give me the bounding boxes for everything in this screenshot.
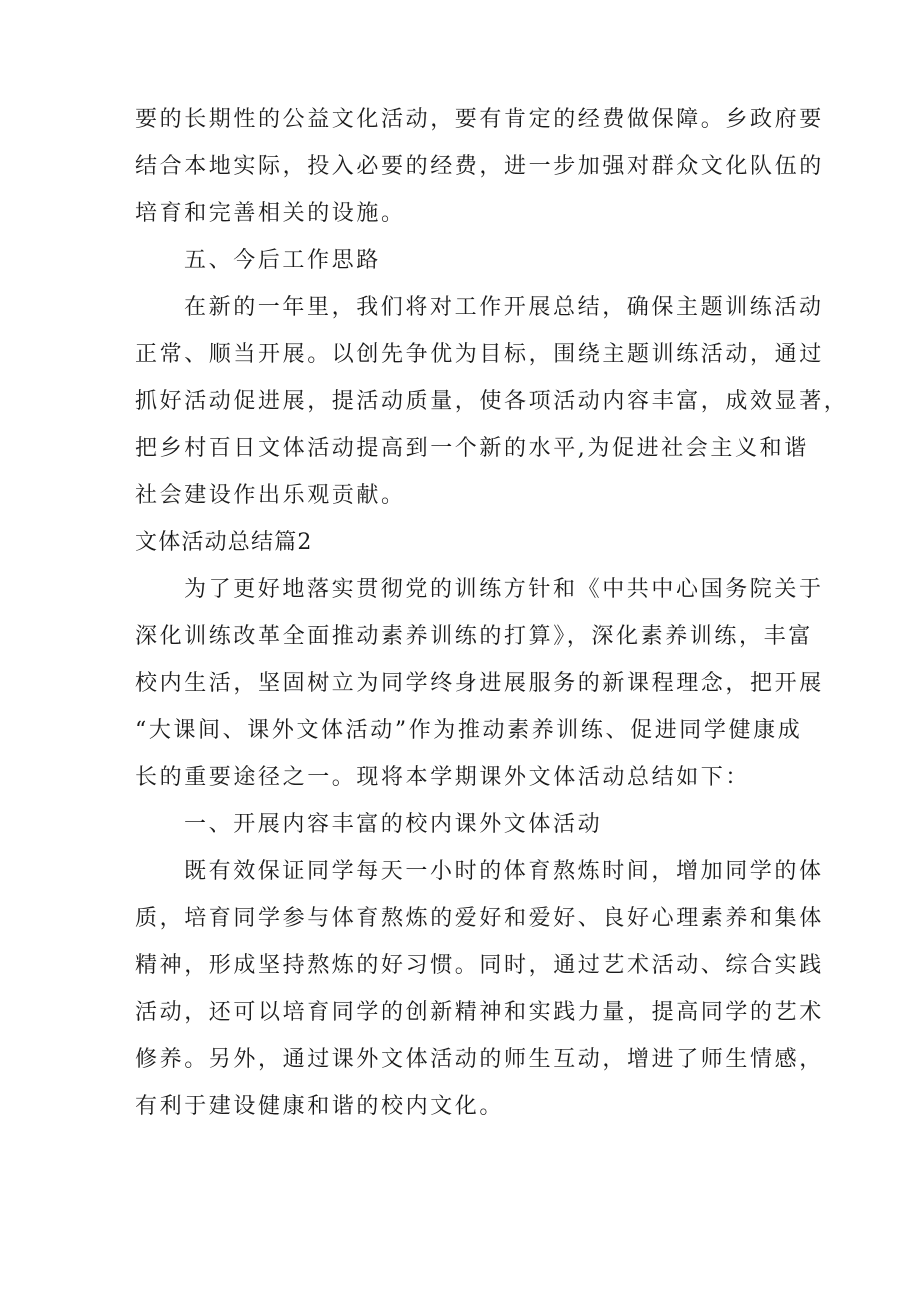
text-line: 校内生活，坚固树立为同学终身进展服务的新课程理念，把开展 bbox=[135, 671, 824, 696]
text-line: 把乡村百日文体活动提高到一个新的水平,为促进社会主义和谐 bbox=[135, 436, 809, 461]
text-line: 质，培育同学参与体育熬炼的爱好和爱好、良好心理素养和集体 bbox=[135, 906, 824, 931]
text-line: 在新的一年里，我们将对工作开展总结，确保主题训练活动 bbox=[184, 295, 824, 320]
heading-activities bbox=[135, 801, 810, 848]
text-line: 精神，形成坚持熬炼的好习惯。同时，通过艺术活动、综合实践 bbox=[135, 953, 824, 978]
section-title-text: 文体活动总结篇2 bbox=[135, 530, 313, 555]
section-title-part-2 bbox=[135, 519, 810, 566]
paragraph-continuation bbox=[135, 96, 824, 237]
text-line: 修养。另外，通过课外文体活动的师生互动，增进了师生情感， bbox=[135, 1047, 824, 1072]
text-line: 培育和完善相关的设施。 bbox=[135, 201, 406, 226]
text-line: “大课间、课外文体活动”作为推动素养训练、促进同学健康成 bbox=[135, 718, 803, 743]
text-line: 既有效保证同学每天一小时的体育熬炼时间，增加同学的体 bbox=[184, 859, 824, 884]
text-line: 社会建设作出乐观贡献。 bbox=[135, 483, 406, 508]
paragraph-benefits bbox=[135, 848, 824, 1130]
text-line: 活动，还可以培育同学的创新精神和实践力量，提高同学的艺术 bbox=[135, 1000, 824, 1025]
heading-text: 五、今后工作思路 bbox=[184, 248, 381, 273]
text-line: 深化训练改革全面推动素养训练的打算》，深化素养训练，丰富 bbox=[135, 624, 813, 649]
text-line: 正常、顺当开展。以创先争优为目标，围绕主题训练活动，通过 bbox=[135, 342, 824, 367]
text-line: 抓好活动促进展，提活动质量，使各项活动内容丰富，成效显著， bbox=[135, 389, 849, 414]
text-line: 长的重要途径之一。现将本学期课外文体活动总结如下： bbox=[135, 765, 751, 790]
text-line: 为了更好地落实贯彻党的训练方针和《中共中心国务院关于 bbox=[184, 577, 824, 602]
text-line: 有利于建设健康和谐的校内文化。 bbox=[135, 1094, 505, 1119]
heading-text: 一、开展内容丰富的校内课外文体活动 bbox=[184, 812, 603, 837]
paragraph-intro bbox=[135, 566, 824, 801]
text-line: 要的长期性的公益文化活动，要有肯定的经费做保障。乡政府要 bbox=[135, 107, 824, 132]
text-line: 结合本地实际，投入必要的经费，进一步加强对群众文化队伍的 bbox=[135, 154, 824, 179]
heading-future-work bbox=[135, 237, 810, 284]
paragraph-new-year bbox=[135, 284, 849, 519]
